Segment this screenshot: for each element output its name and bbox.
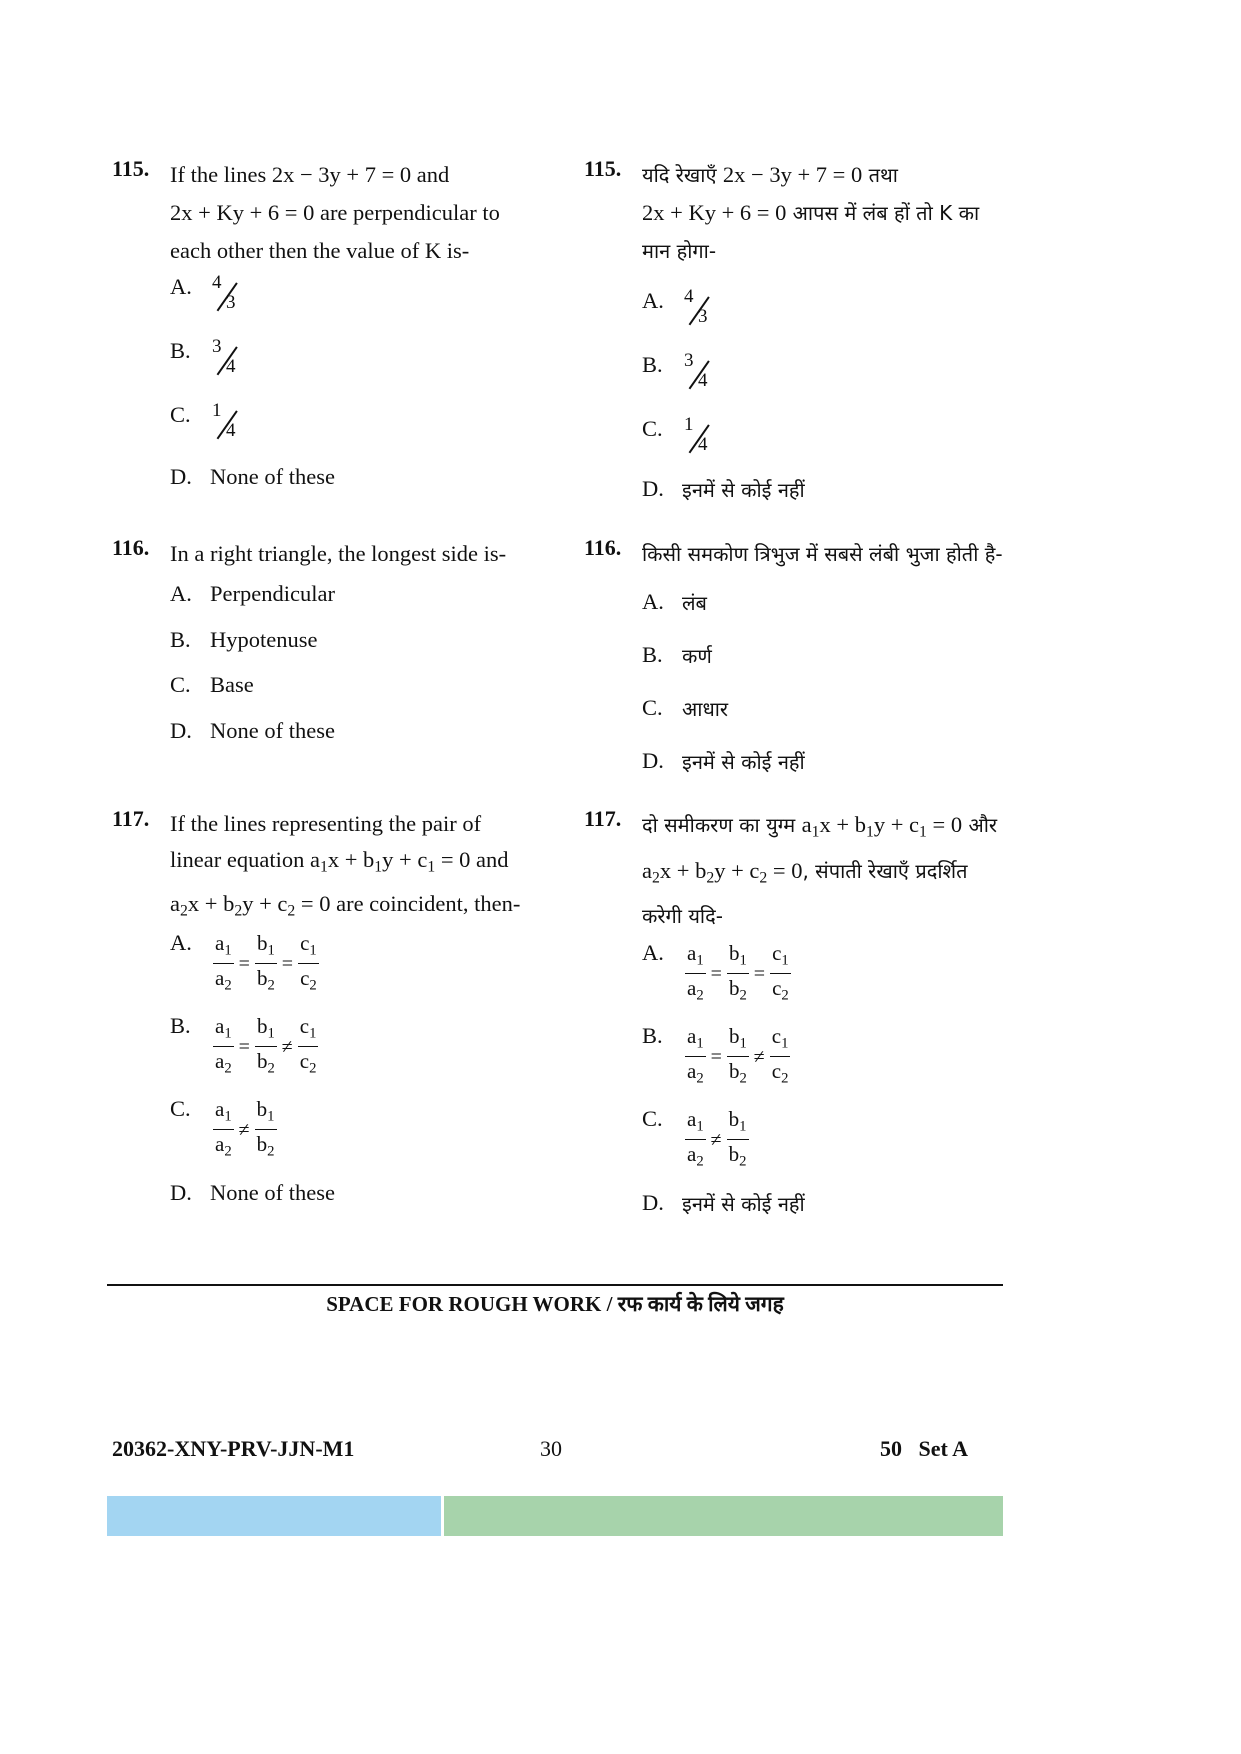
text-part: तथा xyxy=(862,163,898,187)
option-text: इनमें से कोई नहीं xyxy=(682,750,805,774)
relation: = xyxy=(710,1046,722,1069)
numerator: 1 xyxy=(212,400,222,421)
question-text: किसी समकोण त्रिभुज में सबसे लंबी भुजा होती है- xyxy=(642,542,1003,566)
option-a[interactable] xyxy=(642,589,707,629)
rough-work-divider xyxy=(107,1284,1003,1286)
option-a[interactable] xyxy=(170,930,322,994)
option-label: D. xyxy=(642,748,664,773)
option-label: B. xyxy=(642,1023,663,1048)
equation: 2x − 3y + 7 = 0 xyxy=(271,162,412,187)
equation: $a_2x + b_2y + c_2 = 0$ xyxy=(642,857,803,887)
denominator: 4 xyxy=(698,370,708,391)
text-part: दो समीकरण का युग्म xyxy=(642,813,802,837)
denominator: 4 xyxy=(226,420,236,441)
ratio-expression: $\frac{a_1}{a_2}$ = $\frac{b_1}{b_2}$ ≠ $c_1$ $c_2$ xyxy=(215,1014,317,1077)
equation: 2x − 3y + 7 = 0 xyxy=(722,162,863,187)
equation: $a_2x + b_2y + c_2 = 0$ xyxy=(170,890,331,920)
text-part: are coincident, then- xyxy=(330,890,521,916)
page-number: 30 xyxy=(540,1436,562,1461)
slash-fraction xyxy=(682,288,716,332)
option-label: A. xyxy=(170,581,192,606)
rough-work-text: SPACE FOR ROUGH WORK / रफ कार्य के लिये जगह xyxy=(326,1292,784,1316)
option-label: B. xyxy=(170,1013,191,1038)
equation: $a_1x + b_1y + c_1 = 0$ xyxy=(801,812,963,841)
slash-fraction xyxy=(210,402,244,446)
numerator: 3 xyxy=(684,350,694,371)
option-b[interactable] xyxy=(170,338,244,378)
option-label: C. xyxy=(642,1106,663,1131)
paper-code: 20362-XNY-PRV-JJN-M1 xyxy=(112,1436,355,1461)
option-label: A. xyxy=(642,589,664,614)
question-text xyxy=(642,156,1062,270)
relation: = xyxy=(281,953,294,976)
option-c[interactable] xyxy=(642,1106,752,1170)
set-label: 50 Set A xyxy=(880,1436,968,1461)
option-b[interactable] xyxy=(642,1023,793,1087)
option-label: B. xyxy=(170,338,191,363)
option-d[interactable] xyxy=(642,476,805,516)
question-text xyxy=(170,806,590,929)
numerator: 4 xyxy=(212,272,222,293)
relation: ≠ xyxy=(238,1119,250,1142)
option-label: D. xyxy=(642,476,664,501)
option-label: B. xyxy=(642,642,663,667)
option-c[interactable] xyxy=(170,1096,280,1160)
text-part: If the lines representing the pair of xyxy=(170,811,482,836)
option-c[interactable] xyxy=(170,672,254,712)
option-text: आधार xyxy=(682,697,729,721)
relation: ≠ xyxy=(281,1036,293,1059)
equation: $a_1x + b_1y + c_1 = 0$ xyxy=(309,847,471,876)
option-label: C. xyxy=(642,416,663,441)
option-text: None of these xyxy=(210,1180,335,1205)
option-c[interactable] xyxy=(642,695,728,735)
equation: 2x + Ky + 6 = 0 xyxy=(170,200,315,225)
option-text: Perpendicular xyxy=(210,581,335,606)
option-label: C. xyxy=(170,672,191,697)
option-a[interactable] xyxy=(170,581,335,621)
option-c[interactable] xyxy=(170,402,244,442)
option-label: D. xyxy=(642,1190,664,1215)
question-number: 115. xyxy=(112,156,150,181)
slash-fraction xyxy=(210,274,244,318)
numerator: 1 xyxy=(684,414,694,435)
ratio-expression: $a_1$ $a_2$ ≠ $b_1$ $b_2$ xyxy=(687,1107,747,1170)
option-d[interactable] xyxy=(170,464,335,504)
option-label: C. xyxy=(642,695,663,720)
option-d[interactable] xyxy=(642,748,805,788)
option-text: इनमें से कोई नहीं xyxy=(682,478,805,502)
footer-blue-bar xyxy=(107,1496,441,1536)
option-a[interactable] xyxy=(170,274,244,314)
option-label: A. xyxy=(170,274,192,299)
option-text: Hypotenuse xyxy=(210,627,318,652)
text-part: and xyxy=(411,162,450,187)
question-text xyxy=(170,156,590,270)
footer-green-bar xyxy=(444,1496,1003,1536)
option-label: C. xyxy=(170,402,191,427)
option-text: None of these xyxy=(210,718,335,743)
slash-fraction xyxy=(682,352,716,396)
option-label: A. xyxy=(642,288,664,313)
numerator: 4 xyxy=(684,286,694,307)
ratio-expression: $\frac{a_1}{a_2}$ = $\frac{b_1}{b_2}$ = $\frac{c_1}{c_2}$ xyxy=(687,941,789,1004)
denominator: 3 xyxy=(226,292,236,313)
question-text xyxy=(642,806,1062,935)
question-number: 117. xyxy=(584,806,622,831)
option-c[interactable] xyxy=(642,416,716,456)
option-label: D. xyxy=(170,718,192,743)
option-b[interactable] xyxy=(170,1013,321,1077)
slash-fraction xyxy=(210,338,244,382)
text-part: and xyxy=(470,847,509,872)
slash-fraction xyxy=(682,416,716,460)
question-text: In a right triangle, the longest side is- xyxy=(170,541,507,566)
numerator: 3 xyxy=(212,336,222,357)
option-b[interactable] xyxy=(642,642,712,682)
ratio-expression: $\frac{a_1}{a_2}$ = $\frac{b_1}{b_2}$ = $\frac{c_1}{c_2}$ xyxy=(215,931,317,994)
ratio-expression: $\frac{a_1}{a_2}$ = $\frac{b_1}{b_2}$ ≠ $c_1$ $c_2$ xyxy=(687,1024,789,1087)
relation: = xyxy=(238,953,250,976)
option-d[interactable] xyxy=(642,1190,805,1230)
option-text: लंब xyxy=(682,591,707,615)
option-text: Base xyxy=(210,672,254,697)
option-a[interactable] xyxy=(642,288,716,328)
question-number: 115. xyxy=(584,156,622,181)
option-label: A. xyxy=(642,940,664,965)
text-part: मान होगा- xyxy=(642,239,717,263)
option-b[interactable] xyxy=(170,627,317,667)
option-a[interactable] xyxy=(642,940,794,1004)
denominator: 4 xyxy=(698,434,708,455)
question-number: 116. xyxy=(112,535,150,560)
relation: = xyxy=(753,963,766,986)
relation: = xyxy=(238,1036,250,1059)
relation: ≠ xyxy=(753,1046,765,1069)
option-label: B. xyxy=(170,627,191,652)
text-part: करेगी यदि- xyxy=(642,904,723,929)
option-label: C. xyxy=(170,1096,191,1121)
relation: = xyxy=(710,963,722,986)
denominator: 3 xyxy=(698,306,708,327)
text-part: यदि रेखाएँ xyxy=(642,163,723,187)
denominator: 4 xyxy=(226,356,236,377)
question-number: 116. xyxy=(584,535,622,560)
question-number: 117. xyxy=(112,806,150,831)
relation: ≠ xyxy=(710,1129,722,1152)
text-part: linear equation xyxy=(170,847,310,872)
option-text: None of these xyxy=(210,464,335,489)
equation: 2x + Ky + 6 = 0 xyxy=(642,200,787,225)
option-label: D. xyxy=(170,464,192,489)
text-part: और xyxy=(962,813,998,837)
option-text: कर्ण xyxy=(682,644,712,668)
rough-work-heading xyxy=(0,1290,1110,1318)
option-d[interactable] xyxy=(170,1180,335,1220)
option-d[interactable] xyxy=(170,718,335,758)
text-part: , संपाती रेखाएँ प्रदर्शित xyxy=(802,858,968,883)
text-part: each other then the value of K is- xyxy=(170,238,470,263)
text-part: आपस में लंब हों तो K का xyxy=(786,201,980,225)
option-label: A. xyxy=(170,930,192,955)
option-label: D. xyxy=(170,1180,192,1205)
text-part: are perpendicular to xyxy=(314,200,500,225)
ratio-expression: $a_1$ $a_2$ ≠ $b_1$ $b_2$ xyxy=(215,1097,275,1160)
option-text: इनमें से कोई नहीं xyxy=(682,1192,805,1216)
option-label: B. xyxy=(642,352,663,377)
option-b[interactable] xyxy=(642,352,716,392)
text-part: If the lines xyxy=(170,162,272,187)
